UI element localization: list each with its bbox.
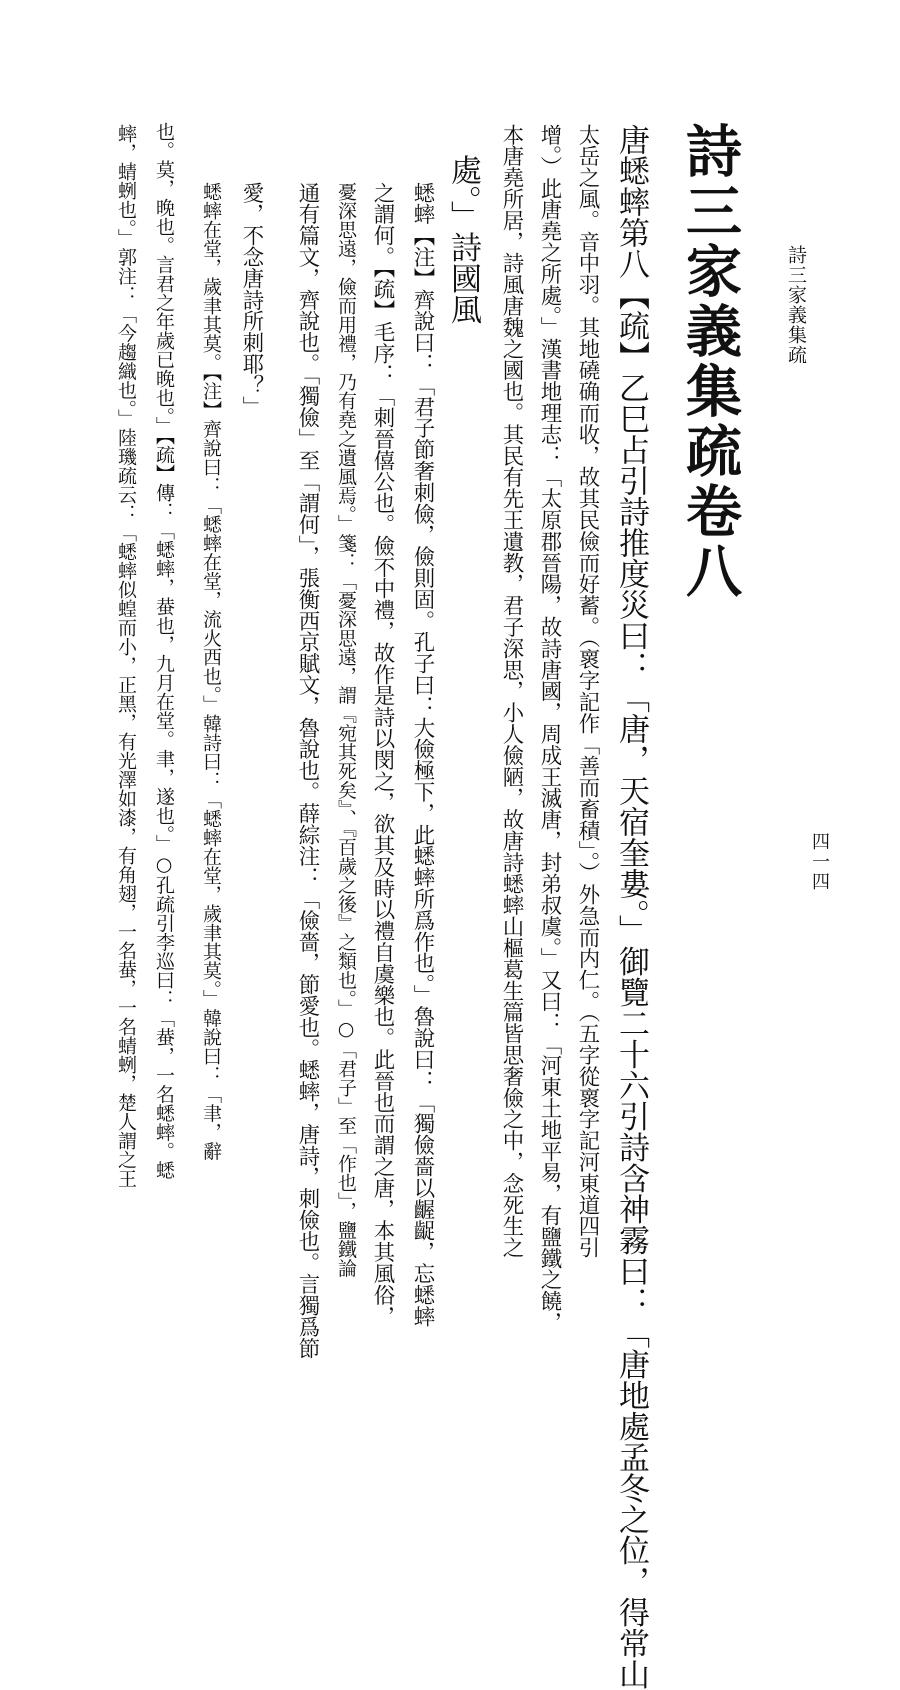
text-column: 蟋蟀【注】齊說曰：「君子節奢刺儉，儉則固。孔子曰：大儉極下，此蟋蟀所爲作也。」魯說曰：「獨儉嗇以齷齪，忘蟋蟀 xyxy=(410,182,435,1327)
volume-title: 詩三家義集疏卷八 xyxy=(677,122,743,602)
section-heading-column: 處。」詩國風 xyxy=(445,154,481,325)
chapter-title-line: 唐蟋蟀第八【疏】乙巳占引詩推度災曰：「唐，天宿奎婁。」御覽二十六引詩含神霧曰：「唐地處孟冬之位，得常山 xyxy=(613,124,649,1690)
text-column: 也。莫，晚也。言君之年歲已晚也。」【疏】傳：「蟋蟀，蛬也，九月在堂。聿，遂也。」○孔疏引李巡曰：「蛬，一名蟋蟀。蟋 xyxy=(153,122,175,1180)
verse-column: 蟋蟀在堂，歲聿其莫。【注】齊說曰：「蟋蟀在堂，流火西也。」韓詩曰：「蟋蟀在堂，歲聿其莫。」韓說曰：「聿，辭 xyxy=(200,182,222,1161)
text-column: 之謂何。【疏】毛序：「刺晉僖公也。儉不中禮，故作是詩以閔之，欲其及時以禮自虞樂也。此晉也而謂之唐，本其風俗， xyxy=(370,182,395,1327)
text-column: 蟀，蜻蛚也。」郭注：「今趨織也。」陸璣疏云：「蟋蟀似蝗而小，正黑，有光澤如漆，有角翅，一名蛬，一名蜻蛚，楚人謂之王 xyxy=(115,124,137,1188)
page-number: 四一四 xyxy=(809,832,830,892)
text-column: 愛，不念唐詩所刺耶？」 xyxy=(239,182,264,418)
text-column: 太岳之風。音中羽。其地磽确而收，故其民儉而好蓄。（褱字記作「善而畜積」。）外急而内仁。（五字從褱字記河東道四引 xyxy=(575,124,600,1259)
text-column: 增。）此唐堯之所處。」漢書地理志：「太原郡晉陽，故詩唐國，周成王滅唐，封弟叔虞。」又曰：「河東土地平易，有鹽鐵之饒， xyxy=(537,124,562,1334)
text-column: 憂深思遠，儉而用禮，乃有堯之遺風焉。」箋：「憂深思遠，謂『宛其死矣』、『百歲之後』之類也。」○「君子」至「作也」，鹽鐵論 xyxy=(335,182,357,1278)
running-title: 詩三家義集疏 xyxy=(785,245,807,365)
text-column: 本唐堯所居，詩風唐魏之國也。其民有先王遺教，君子深思，小人儉陋，故唐詩蟋蟀山樞葛生篇皆思奢儉之中，念死生之 xyxy=(499,124,524,1259)
text-column: 通有篇文，齊說也。「獨儉」至「謂何」，張衡西京賦文，魯說也。薛綜注：「儉嗇，節愛也。蟋蟀，唐詩，刺儉也。言獨爲節 xyxy=(295,182,320,1359)
